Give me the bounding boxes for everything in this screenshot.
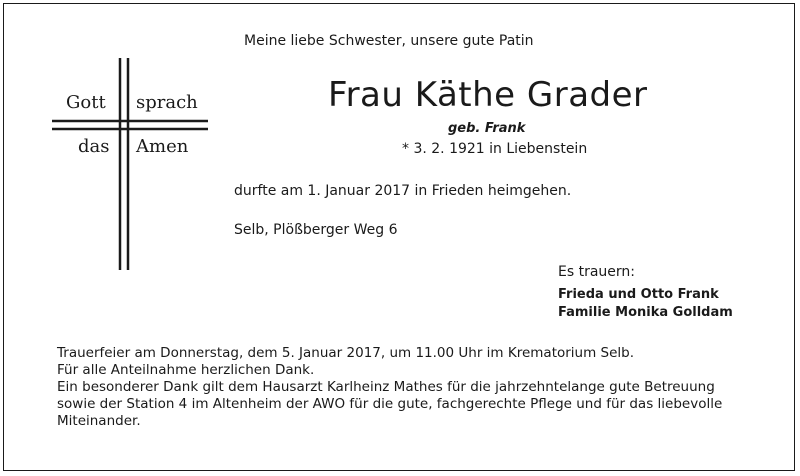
cross-word-gott: Gott bbox=[66, 92, 106, 113]
cross-word-amen: Amen bbox=[136, 136, 189, 157]
birth-info: * 3. 2. 1921 in Liebenstein bbox=[402, 141, 588, 157]
footer-text bbox=[57, 345, 757, 430]
special-thanks: Ein besonderer Dank gilt dem Hausarzt Karlheinz Mathes für die jahrzehntelange gute Betreuung sowie der Station 4 im Altenheim der AWO für die gute, fachgerechte Pflege und für das liebevolle Miteinander. bbox=[57, 379, 723, 429]
cross-word-sprach: sprach bbox=[136, 92, 198, 113]
deceased-name: Frau Käthe Grader bbox=[328, 75, 648, 115]
mourners-label: Es trauern: bbox=[558, 264, 635, 280]
cross-word-das: das bbox=[78, 136, 110, 157]
cross-icon bbox=[52, 58, 208, 270]
thanks-line: Für alle Anteilnahme herzlichen Dank. bbox=[57, 362, 315, 378]
intro-line: Meine liebe Schwester, unsere gute Patin bbox=[244, 33, 534, 49]
maiden-name: geb. Frank bbox=[448, 121, 526, 136]
passing-line: durfte am 1. Januar 2017 in Frieden heimgehen. bbox=[234, 183, 572, 199]
mourner-name: Familie Monika Golldam bbox=[558, 305, 733, 320]
address-line: Selb, Plößberger Weg 6 bbox=[234, 222, 398, 238]
mourner-name: Frieda und Otto Frank bbox=[558, 287, 719, 302]
cross-emblem bbox=[52, 58, 208, 270]
funeral-info: Trauerfeier am Donnerstag, dem 5. Januar 2017, um 11.00 Uhr im Krematorium Selb. bbox=[57, 345, 635, 361]
